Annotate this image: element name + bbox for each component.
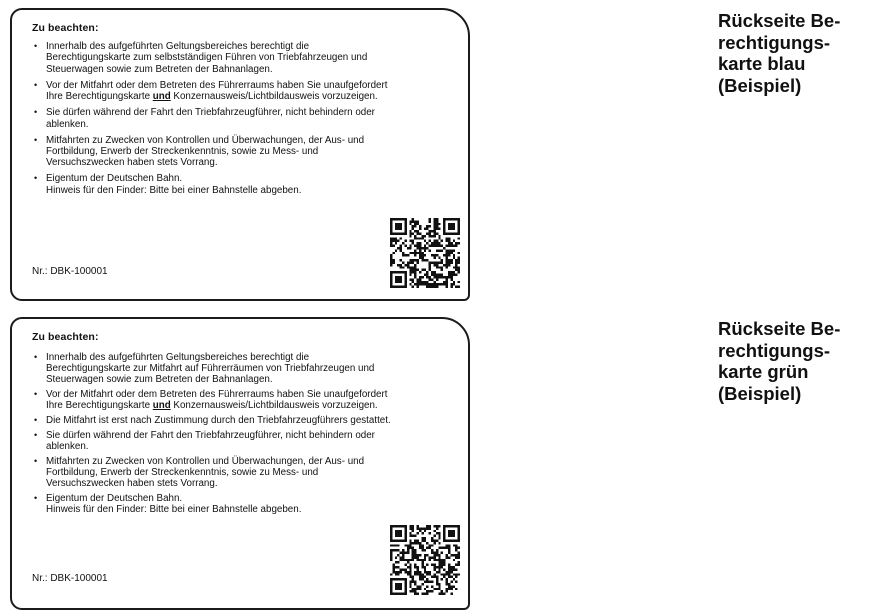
bullet-icon: •: [34, 389, 38, 400]
list-item: [34, 389, 454, 412]
note-text-after: Konzernausweis/Lichtbildausweis vorzuzeigen.: [170, 400, 378, 412]
bullet-icon: •: [34, 41, 38, 51]
list-item: [34, 456, 454, 490]
bullet-icon: •: [34, 352, 38, 362]
card-back-green: [10, 317, 470, 610]
card-back-blue: [10, 8, 470, 301]
bullet-icon: •: [34, 107, 38, 118]
note-text: Mitfahrten zu Zwecken von Kontrollen und Überwachungen, der Aus- und Fortbildung, Erwerb der Streckenkenntnis, sowie zu Mess- und Versuchszwecken haben stets Vorrang.: [46, 456, 365, 490]
list-item: [34, 134, 454, 169]
list-item: [34, 41, 454, 75]
notes-list: [32, 41, 454, 201]
side-title-blue: Rückseite Be- rechtigungs- karte blau (Beispiel): [718, 10, 841, 96]
note-text-before: Vor der Mitfahrt oder dem Betreten des Führerraums haben Sie unaufgefordert Ihre Berechtigungskarte: [46, 389, 388, 412]
bullet-icon: •: [34, 173, 38, 184]
list-item: [34, 173, 454, 196]
list-item: [34, 430, 454, 453]
list-item: [34, 107, 454, 130]
qr-code-icon: [390, 525, 460, 595]
list-item: [34, 493, 454, 516]
notes-list: [32, 352, 454, 519]
card-heading: Zu beachten:: [32, 22, 99, 34]
note-text-before: Vor der Mitfahrt oder dem Betreten des Führerraums haben Sie unaufgefordert Ihre Berechtigungskarte: [46, 79, 388, 103]
note-text: [46, 80, 454, 103]
bullet-icon: •: [34, 134, 38, 145]
qr-code-icon: [390, 218, 460, 288]
note-text: [46, 389, 454, 411]
note-text: Eigentum der Deutschen Bahn. Hinweis für den Finder: Bitte bei einer Bahnstelle abgeben.: [46, 493, 302, 516]
bullet-icon: •: [34, 493, 38, 504]
note-text: Innerhalb des aufgeführten Geltungsbereiches berechtigt die Berechtigungskarte zum selbstständigen Führen von Triebfahrzeugen und Steuerwagen sowie zum Betreten der Bahnanlagen.: [46, 41, 368, 75]
side-title-green: Rückseite Be- rechtigungs- karte grün (Beispiel): [718, 318, 841, 404]
list-item: [34, 352, 454, 386]
note-emphasis: und: [152, 91, 171, 103]
note-text: Innerhalb des aufgeführten Geltungsbereiches berechtigt die Berechtigungskarte zur Mitfahrt auf Führerräumen von Triebfahrzeugen und Steuerwagen sowie zum Betreten der Bahnanlagen.: [46, 352, 375, 386]
card-number: Nr.: DBK-100001: [32, 266, 108, 277]
note-text: Sie dürfen während der Fahrt den Triebfahrzeugführer, nicht behindern oder ablenken.: [46, 430, 375, 453]
note-text: Mitfahrten zu Zwecken von Kontrollen und Überwachungen, der Aus- und Fortbildung, Erwerb der Streckenkenntnis, sowie zu Mess- und Versuchszwecken haben stets Vorrang.: [46, 134, 365, 169]
bullet-icon: •: [34, 415, 38, 426]
note-text: Eigentum der Deutschen Bahn. Hinweis für den Finder: Bitte bei einer Bahnstelle abgeben.: [46, 173, 302, 196]
note-emphasis: und: [152, 400, 171, 412]
note-text: Die Mitfahrt ist erst nach Zustimmung durch den Triebfahrzeugführers gestattet.: [46, 415, 391, 427]
list-item: [34, 79, 454, 103]
card-heading: Zu beachten:: [32, 331, 99, 343]
card-number: Nr.: DBK-100001: [32, 573, 108, 584]
bullet-icon: •: [34, 79, 38, 90]
note-text: Sie dürfen während der Fahrt den Triebfahrzeugführer, nicht behindern oder ablenken.: [46, 107, 375, 130]
note-text-after: Konzernausweis/Lichtbildausweis vorzuzeigen.: [170, 91, 378, 103]
list-item: [34, 415, 454, 427]
bullet-icon: •: [34, 430, 38, 440]
bullet-icon: •: [34, 456, 38, 466]
